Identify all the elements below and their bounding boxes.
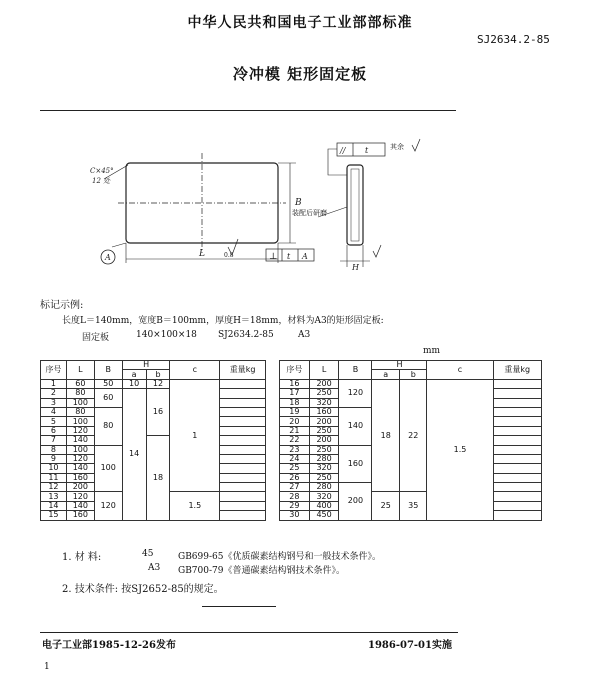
cell-L: 250 bbox=[309, 473, 339, 482]
technical-drawing bbox=[60, 135, 480, 295]
cell-weight bbox=[493, 398, 541, 407]
org-title: 中华人民共和国电子工业部部标准 bbox=[187, 15, 413, 31]
table-row bbox=[280, 379, 542, 388]
table-row bbox=[41, 389, 266, 398]
col-L-header: L bbox=[309, 361, 339, 380]
cell-seq: 4 bbox=[41, 407, 67, 416]
col-seq-header: 序号 bbox=[280, 361, 310, 380]
example-std: SJ2634.2-85 bbox=[218, 330, 274, 340]
cell-weight bbox=[220, 389, 266, 398]
cell-weight bbox=[220, 492, 266, 501]
cell-L: 160 bbox=[66, 473, 94, 482]
cell-L: 100 bbox=[66, 417, 94, 426]
cell-B: 100 bbox=[94, 445, 122, 492]
header-rule bbox=[40, 110, 456, 111]
dim-H-text: H bbox=[352, 263, 359, 272]
cell-seq: 8 bbox=[41, 445, 67, 454]
spec-table-left bbox=[40, 360, 266, 521]
cell-seq: 18 bbox=[280, 398, 310, 407]
cell-B: 140 bbox=[339, 407, 372, 445]
cell-B: 160 bbox=[339, 445, 372, 483]
cell-L: 120 bbox=[66, 454, 94, 463]
spec-table-right bbox=[279, 360, 542, 521]
cell-L: 200 bbox=[309, 417, 339, 426]
table-row bbox=[41, 379, 266, 388]
cell-L: 400 bbox=[309, 501, 339, 510]
table-row bbox=[41, 436, 266, 445]
cell-weight bbox=[220, 426, 266, 435]
perp-datum: A bbox=[302, 252, 308, 261]
cell-L: 160 bbox=[309, 407, 339, 416]
cell-B: 50 bbox=[94, 379, 122, 388]
cell-seq: 3 bbox=[41, 398, 67, 407]
cell-seq: 10 bbox=[41, 464, 67, 473]
cell-Hb: 22 bbox=[399, 379, 427, 492]
cell-seq: 26 bbox=[280, 473, 310, 482]
note1-std-gb699: GB699-65《优质碳素结构钢号和一般技术条件》。 bbox=[178, 552, 381, 562]
cell-seq: 12 bbox=[41, 483, 67, 492]
cell-weight bbox=[220, 483, 266, 492]
note1-mat-a3: A3 bbox=[148, 563, 161, 573]
note1-mat-45: 45 bbox=[142, 549, 154, 559]
cell-weight bbox=[493, 407, 541, 416]
perp-symbol: ⊥ bbox=[269, 252, 278, 262]
cell-L: 100 bbox=[66, 445, 94, 454]
cell-L: 140 bbox=[66, 501, 94, 510]
cell-Hb: 35 bbox=[399, 492, 427, 520]
chamfer-label: C×45° bbox=[90, 167, 114, 175]
cell-Ha: 18 bbox=[372, 379, 400, 492]
cell-seq: 16 bbox=[280, 379, 310, 388]
cell-weight bbox=[220, 407, 266, 416]
col-H-header: H bbox=[372, 361, 427, 370]
cell-seq: 5 bbox=[41, 417, 67, 426]
cell-L: 200 bbox=[309, 436, 339, 445]
document-title: 冷冲模 矩形固定板 bbox=[232, 65, 368, 83]
footer-rule bbox=[40, 632, 458, 633]
example-line1: 长度L＝140mm，宽度B＝100mm，厚度H＝18mm，材料为A3的矩形固定板: bbox=[62, 316, 384, 326]
cell-weight bbox=[220, 398, 266, 407]
cell-L: 80 bbox=[66, 389, 94, 398]
cell-c: 1.5 bbox=[427, 379, 493, 520]
cell-B: 120 bbox=[94, 492, 122, 520]
cell-B: 200 bbox=[339, 483, 372, 521]
cell-seq: 17 bbox=[280, 389, 310, 398]
example-dims: 140×100×18 bbox=[136, 330, 197, 340]
col-H-header: H bbox=[122, 361, 170, 370]
cell-weight bbox=[493, 492, 541, 501]
cell-seq: 28 bbox=[280, 492, 310, 501]
cell-L: 200 bbox=[66, 483, 94, 492]
col-c-header: c bbox=[427, 361, 493, 380]
cell-weight bbox=[220, 417, 266, 426]
notes-rule bbox=[202, 606, 276, 607]
mount-label: 装配后研磨 bbox=[292, 209, 327, 217]
cell-seq: 20 bbox=[280, 417, 310, 426]
cell-seq: 1 bbox=[41, 379, 67, 388]
cell-L: 320 bbox=[309, 398, 339, 407]
cell-seq: 24 bbox=[280, 454, 310, 463]
cell-seq: 25 bbox=[280, 464, 310, 473]
cell-L: 160 bbox=[66, 511, 94, 520]
standard-number: SJ2634.2-85 bbox=[477, 33, 550, 46]
cell-Ha: 25 bbox=[372, 492, 400, 520]
cell-seq: 7 bbox=[41, 436, 67, 445]
plate-side-view bbox=[347, 165, 363, 245]
other-label: 其余 bbox=[390, 143, 404, 151]
note1-label: 1. 材 料: bbox=[62, 552, 102, 563]
cell-B: 80 bbox=[94, 407, 122, 445]
cell-weight bbox=[220, 445, 266, 454]
perp-value: t bbox=[287, 252, 291, 261]
cell-weight bbox=[493, 501, 541, 510]
cell-weight bbox=[220, 379, 266, 388]
cell-weight bbox=[220, 454, 266, 463]
cell-seq: 27 bbox=[280, 483, 310, 492]
cell-Ha: 10 bbox=[122, 379, 146, 388]
cell-seq: 9 bbox=[41, 454, 67, 463]
cell-weight bbox=[493, 473, 541, 482]
cell-seq: 22 bbox=[280, 436, 310, 445]
issued-date: 电子工业部1985-12-26发布 bbox=[42, 640, 176, 651]
cell-B: 60 bbox=[94, 389, 122, 408]
cell-seq: 19 bbox=[280, 407, 310, 416]
chamfer-count: 12 处 bbox=[92, 177, 111, 185]
cell-seq: 11 bbox=[41, 473, 67, 482]
cell-L: 140 bbox=[66, 436, 94, 445]
example-heading: 标记示例: bbox=[40, 300, 84, 311]
cell-weight bbox=[493, 483, 541, 492]
cell-seq: 15 bbox=[41, 511, 67, 520]
par-value: t bbox=[365, 146, 369, 155]
effective-date: 1986-07-01实施 bbox=[368, 640, 452, 651]
datum-A-text: A bbox=[105, 253, 111, 262]
cell-L: 200 bbox=[309, 379, 339, 388]
cell-weight bbox=[493, 426, 541, 435]
page-number: 1 bbox=[44, 662, 50, 672]
unit-label: mm bbox=[423, 346, 441, 356]
cell-weight bbox=[493, 464, 541, 473]
cell-L: 140 bbox=[66, 464, 94, 473]
table-row bbox=[280, 492, 542, 501]
cell-Hb: 12 bbox=[146, 379, 170, 388]
table-header-row bbox=[280, 361, 542, 370]
cell-L: 60 bbox=[66, 379, 94, 388]
cell-weight bbox=[220, 473, 266, 482]
cell-c: 1.5 bbox=[170, 492, 220, 520]
cell-weight bbox=[220, 501, 266, 510]
cell-L: 120 bbox=[66, 492, 94, 501]
cell-L: 450 bbox=[309, 511, 339, 520]
cell-seq: 30 bbox=[280, 511, 310, 520]
cell-B: 120 bbox=[339, 379, 372, 407]
cell-seq: 6 bbox=[41, 426, 67, 435]
par-symbol: // bbox=[340, 146, 346, 155]
cell-L: 80 bbox=[66, 407, 94, 416]
col-Ha-header: a bbox=[372, 370, 400, 379]
cell-seq: 23 bbox=[280, 445, 310, 454]
dim-B-text: B bbox=[295, 198, 302, 208]
col-Ha-header: a bbox=[122, 370, 146, 379]
cell-Hb: 18 bbox=[146, 436, 170, 521]
cell-Ha: 14 bbox=[122, 389, 146, 520]
cell-c: 1 bbox=[170, 379, 220, 492]
cell-seq: 21 bbox=[280, 426, 310, 435]
cell-L: 250 bbox=[309, 426, 339, 435]
col-B-header: B bbox=[94, 361, 122, 380]
col-weight-header: 重量kg bbox=[493, 361, 541, 380]
note1-std-gb700: GB700-79《普通碳素结构钢技术条件》。 bbox=[178, 566, 345, 576]
cell-weight bbox=[220, 511, 266, 520]
cell-weight bbox=[220, 436, 266, 445]
col-L-header: L bbox=[66, 361, 94, 380]
col-B-header: B bbox=[339, 361, 372, 380]
cell-weight bbox=[493, 417, 541, 426]
col-seq-header: 序号 bbox=[41, 361, 67, 380]
cell-L: 100 bbox=[66, 398, 94, 407]
cell-L: 120 bbox=[66, 426, 94, 435]
col-Hb-header: b bbox=[399, 370, 427, 379]
cell-weight bbox=[493, 445, 541, 454]
cell-L: 320 bbox=[309, 492, 339, 501]
cell-L: 320 bbox=[309, 464, 339, 473]
col-weight-header: 重量kg bbox=[220, 361, 266, 380]
cell-weight bbox=[220, 464, 266, 473]
cell-weight bbox=[493, 379, 541, 388]
cell-L: 250 bbox=[309, 445, 339, 454]
cell-weight bbox=[493, 511, 541, 520]
cell-weight bbox=[493, 389, 541, 398]
cell-weight bbox=[493, 436, 541, 445]
cell-seq: 14 bbox=[41, 501, 67, 510]
col-c-header: c bbox=[170, 361, 220, 380]
example-material: A3 bbox=[298, 330, 311, 340]
table-header-row bbox=[41, 361, 266, 370]
cell-seq: 13 bbox=[41, 492, 67, 501]
dim-L-text: L bbox=[199, 249, 205, 259]
cell-Hb: 16 bbox=[146, 389, 170, 436]
cell-seq: 29 bbox=[280, 501, 310, 510]
note2: 2. 技术条件: 按SJ2652-85的规定。 bbox=[62, 584, 224, 595]
col-Hb-header: b bbox=[146, 370, 170, 379]
cell-L: 280 bbox=[309, 454, 339, 463]
cell-weight bbox=[493, 454, 541, 463]
example-name: 固定板 bbox=[82, 333, 110, 343]
cell-L: 250 bbox=[309, 389, 339, 398]
cell-seq: 2 bbox=[41, 389, 67, 398]
cell-L: 280 bbox=[309, 483, 339, 492]
surface-value: 0.8 bbox=[224, 252, 234, 259]
